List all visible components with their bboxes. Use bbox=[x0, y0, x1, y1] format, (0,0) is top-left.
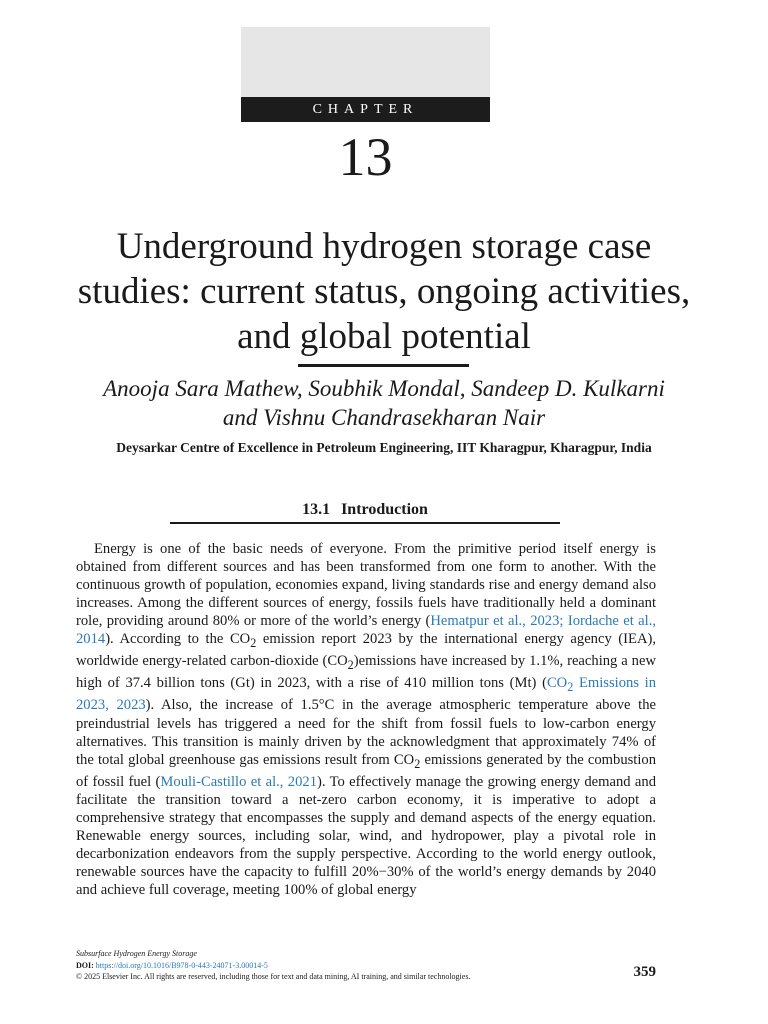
body-text-segment: )emissions have increased by 1.1%, reaching a new high of 37.4 billion tons (Gt) in 2023, with a rise of 410 million tons (Mt) ( bbox=[76, 653, 656, 692]
citation-link[interactable]: Hematpur et al., 2023; Iordache et al., 2014 bbox=[76, 613, 656, 648]
body-text-segment: emission report 2023 by the international energy agency (IEA), worldwide energy-related carbon-dioxide (CO bbox=[76, 631, 656, 670]
chapter-title: Underground hydrogen storage case studies: current status, ongoing activities, and global potential bbox=[77, 226, 691, 357]
subscript: 2 bbox=[250, 636, 257, 651]
citation-text[interactable]: Emissions in 2023, 2023 bbox=[76, 675, 656, 714]
chapter-label: CHAPTER bbox=[241, 97, 490, 122]
affiliation: Deysarkar Centre of Excellence in Petroleum Engineering, IIT Kharagpur, Kharagpur, India bbox=[116, 440, 652, 455]
section-divider bbox=[170, 522, 560, 524]
subscript: 2 bbox=[347, 658, 354, 673]
authors-line-2: and Vishnu Chandrasekharan Nair bbox=[222, 405, 546, 430]
body-text-segment: ). To effectively manage the growing energy demand and facilitate the transition toward a net-zero carbon economy, it is imperative to adopt a comprehensive strategy that encompasses the supply and demand aspects of the energy equation. Renewable energy sources, including solar, wind, and hydropower, play a pivotal role in decarbonization endeavors from the supply perspective. According to the world energy outlook, renewable sources have the capacity to fulfill 20%−30% of the world’s energy demands by 2040 and achieve full coverage, meeting 100% of global energy bbox=[76, 773, 656, 899]
doi-line bbox=[76, 960, 596, 972]
citation-link[interactable]: Mouli-Castillo et al., 2021 bbox=[160, 773, 317, 790]
authors-line-1: Anooja Sara Mathew, Soubhik Mondal, Sandeep D. Kulkarni bbox=[103, 376, 665, 401]
body-text-segment: ). Also, the increase of 1.5°C in the average atmospheric temperature above the preindustrial levels has triggered a need for the shift from fossil fuels to low-carbon energy alternatives. This transition is mainly driven by the acknowledgment that approximately 74% of the total global greenhouse gas emissions result from CO bbox=[76, 697, 656, 768]
citation-text[interactable]: CO bbox=[546, 675, 568, 692]
doi-label: DOI: bbox=[76, 960, 94, 970]
authors bbox=[40, 374, 728, 432]
chapter-header-box bbox=[241, 27, 490, 97]
body-text-segment: emissions generated by the combustion of fossil fuel ( bbox=[76, 751, 656, 790]
section-number: 13.1 bbox=[302, 501, 331, 518]
section-heading bbox=[170, 499, 560, 521]
subscript: 2 bbox=[414, 756, 421, 771]
title-divider bbox=[298, 364, 469, 367]
copyright-notice: © 2025 Elsevier Inc. All rights are reserved, including those for text and data mining, AI training, and similar technologies. bbox=[76, 972, 471, 981]
page-number: 359 bbox=[633, 964, 656, 980]
body-paragraph bbox=[76, 540, 656, 899]
body-text-segment: Energy is one of the basic needs of everyone. From the primitive period itself energy is obtained from different sources and has been transformed from one form to another. With the continuous growth of population, economies expand, living standards rise and energy demand also increases. Among the different sources of energy, fossils fuels have traditionally held a dominant role, providing around 80% or more of the world’s energy ( bbox=[76, 541, 656, 630]
section-title: Introduction bbox=[341, 501, 428, 518]
doi-link[interactable]: https://doi.org/10.1016/B978-0-443-24071-3.00014-5 bbox=[95, 960, 268, 970]
citation-subscript[interactable]: 2 bbox=[567, 680, 574, 695]
chapter-number: 13 bbox=[338, 127, 393, 187]
body-text-segment: ). According to the CO bbox=[105, 631, 251, 648]
journal-name: Subsurface Hydrogen Energy Storage bbox=[76, 949, 197, 958]
page-footer bbox=[76, 948, 596, 983]
